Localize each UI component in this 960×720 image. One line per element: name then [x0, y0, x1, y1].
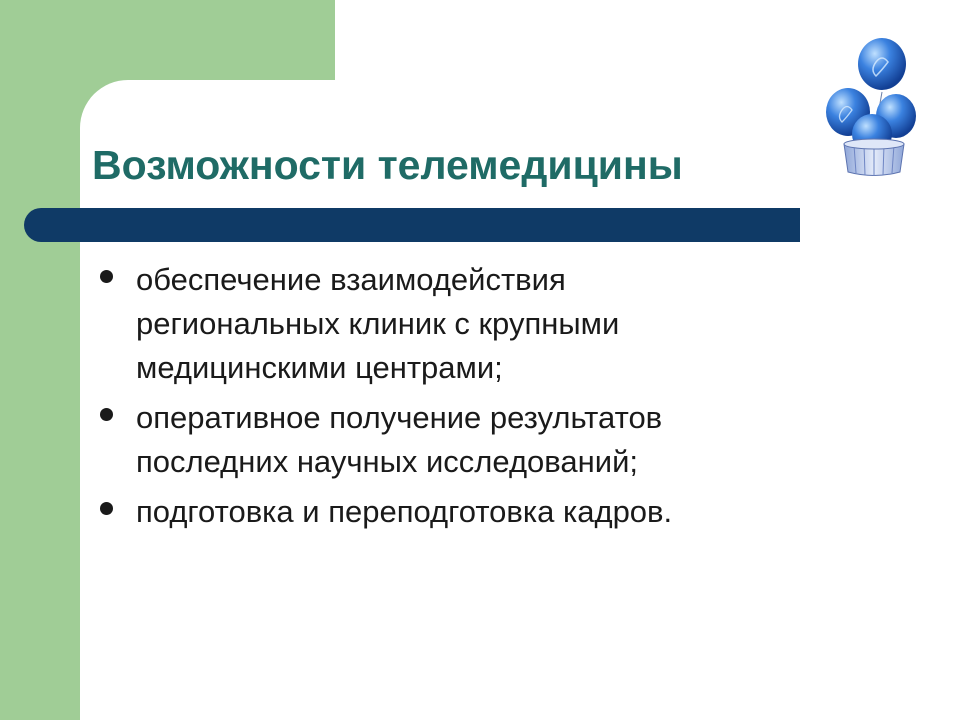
balloons-basket-icon	[820, 32, 925, 182]
bullet-text: оперативное получение результатов последних научных исследований;	[136, 400, 663, 479]
list-item	[100, 258, 820, 390]
bullet-text: обеспечение взаимодействия региональных клиник с крупными медицинскими центрами;	[136, 262, 620, 385]
list-item	[100, 490, 820, 534]
list-item	[100, 396, 820, 484]
bullet-dot-icon	[100, 408, 113, 421]
slide-title: Возможности телемедицины	[92, 142, 683, 188]
bullet-list	[100, 258, 820, 540]
bullet-dot-icon	[100, 502, 113, 515]
bullet-dot-icon	[100, 270, 113, 283]
title-underline-bar	[24, 208, 800, 242]
bullet-text: подготовка и переподготовка кадров.	[136, 494, 673, 529]
